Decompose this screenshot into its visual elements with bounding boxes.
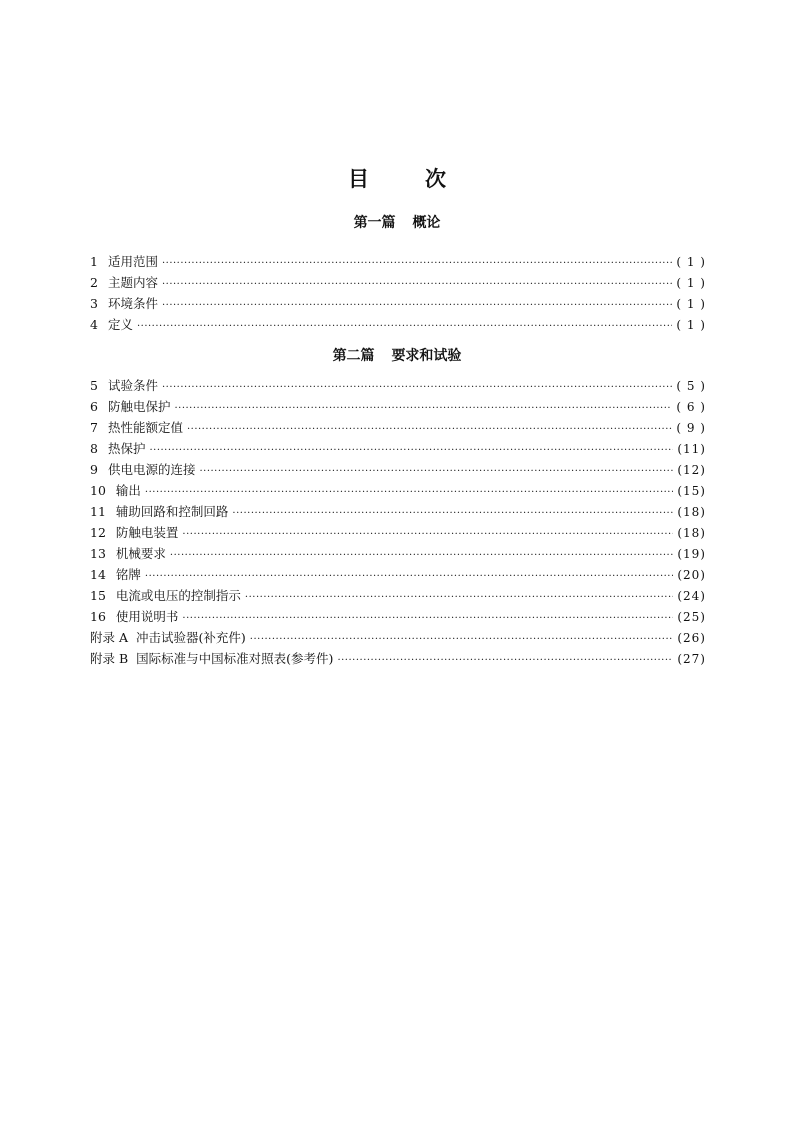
dot-leader	[182, 609, 673, 629]
toc-entry[interactable]	[90, 315, 706, 335]
part2-subtitle: 要求和试验	[391, 348, 462, 364]
entry-title: 供电电源的连接	[107, 462, 196, 477]
appendix-entry[interactable]	[90, 649, 706, 669]
toc-entry[interactable]	[90, 439, 706, 459]
entry-page: (18)	[677, 526, 706, 540]
toc-entry[interactable]	[90, 460, 706, 480]
entry-title: 防触电保护	[107, 399, 171, 414]
heading-right: 次	[425, 167, 446, 191]
dot-leader	[145, 567, 673, 587]
dot-leader	[182, 525, 673, 545]
entry-title: 输出	[115, 483, 141, 498]
entry-number: 8	[90, 441, 98, 456]
entry-page: (19)	[677, 547, 706, 561]
entry-page: (12)	[677, 463, 706, 477]
toc-heading	[0, 163, 794, 193]
toc-entry[interactable]	[90, 294, 706, 314]
toc-entry[interactable]	[90, 376, 706, 396]
toc-entry[interactable]	[90, 252, 706, 272]
entry-number: 12	[90, 525, 106, 540]
entry-title: 环境条件	[107, 296, 158, 311]
entry-number: 3	[90, 296, 98, 311]
entry-page: (18)	[677, 505, 706, 519]
entry-number: 15	[90, 588, 106, 603]
entry-title: 热性能额定值	[107, 420, 183, 435]
entry-page: ( 5 )	[676, 379, 706, 393]
entry-page: ( 9 )	[676, 421, 706, 435]
entry-page: ( 1 )	[676, 255, 706, 269]
entry-page: (25)	[677, 610, 706, 624]
dot-leader	[162, 254, 672, 274]
entry-title: 试验条件	[107, 378, 158, 393]
entry-title: 使用说明书	[115, 609, 179, 624]
toc-entry[interactable]	[90, 273, 706, 293]
entry-page: ( 1 )	[676, 276, 706, 290]
entry-number: 2	[90, 275, 98, 290]
part2-title: 第二篇	[332, 348, 375, 364]
entry-title: 铭牌	[115, 567, 141, 582]
toc-entry[interactable]	[90, 502, 706, 522]
entry-page: (20)	[677, 568, 706, 582]
dot-leader	[137, 317, 672, 337]
toc-entry[interactable]	[90, 565, 706, 585]
part1-title: 第一篇	[353, 215, 396, 231]
entry-number: 9	[90, 462, 98, 477]
entry-number: 5	[90, 378, 98, 393]
dot-leader	[170, 546, 673, 566]
dot-leader	[149, 441, 673, 461]
part1-subtitle: 概论	[412, 215, 441, 231]
entry-title: 辅助回路和控制回路	[115, 504, 229, 519]
dot-leader	[232, 504, 673, 524]
appendix-entry[interactable]	[90, 628, 706, 648]
toc-entry[interactable]	[90, 481, 706, 501]
entry-title: 电流或电压的控制指示	[115, 588, 241, 603]
entry-page: (15)	[677, 484, 706, 498]
dot-leader	[187, 420, 672, 440]
entry-number: 1	[90, 254, 98, 269]
entry-page: ( 6 )	[676, 400, 706, 414]
entry-number: 4	[90, 317, 98, 332]
part2-heading	[0, 345, 794, 367]
entry-number: 7	[90, 420, 98, 435]
toc-entry[interactable]	[90, 397, 706, 417]
entry-title: 适用范围	[107, 254, 158, 269]
toc-entry[interactable]	[90, 607, 706, 627]
appendix-page: (27)	[677, 652, 706, 666]
entry-number: 13	[90, 546, 106, 561]
entry-number: 14	[90, 567, 106, 582]
entry-title: 热保护	[107, 441, 146, 456]
toc-entry[interactable]	[90, 586, 706, 606]
appendix-page: (26)	[677, 631, 706, 645]
toc-entry[interactable]	[90, 544, 706, 564]
heading-left: 目	[348, 167, 369, 191]
dot-leader	[250, 630, 674, 650]
toc-entry[interactable]	[90, 523, 706, 543]
entry-number: 11	[90, 504, 106, 519]
dot-leader	[145, 483, 673, 503]
dot-leader	[337, 651, 673, 671]
entry-page: ( 1 )	[676, 297, 706, 311]
toc-entry[interactable]	[90, 418, 706, 438]
entry-number: 10	[90, 483, 106, 498]
appendix-title: 国际标准与中国标准对照表(参考件)	[136, 651, 334, 666]
appendix-title: 冲击试验器(补充件)	[136, 630, 246, 645]
entry-title: 防触电装置	[115, 525, 179, 540]
entry-number: 16	[90, 609, 106, 624]
entry-title: 机械要求	[115, 546, 166, 561]
entry-page: (11)	[677, 442, 706, 456]
entry-title: 定义	[107, 317, 133, 332]
dot-leader	[162, 296, 672, 316]
entry-page: (24)	[677, 589, 706, 603]
entry-number: 6	[90, 399, 98, 414]
dot-leader	[199, 462, 673, 482]
entry-title: 主题内容	[107, 275, 158, 290]
appendix-number: 附录 B	[90, 651, 129, 666]
part1-heading	[0, 212, 794, 234]
appendix-number: 附录 A	[90, 630, 129, 645]
dot-leader	[174, 399, 672, 419]
dot-leader	[245, 588, 673, 608]
entry-page: ( 1 )	[676, 318, 706, 332]
dot-leader	[162, 378, 672, 398]
dot-leader	[162, 275, 672, 295]
